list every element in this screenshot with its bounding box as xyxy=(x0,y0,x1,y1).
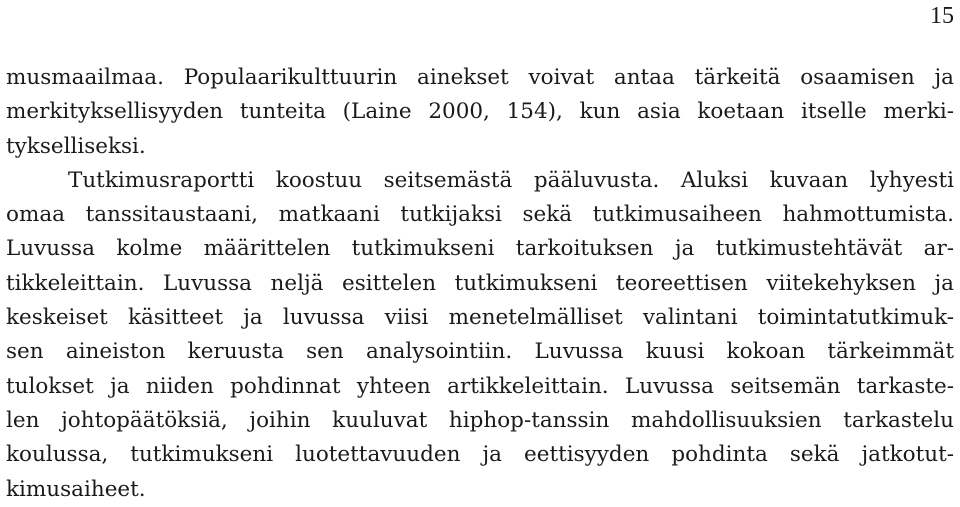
text-line: Luvussa kolme määrittelen tutkimukseni tarkoituksen ja tutkimustehtävät ar- xyxy=(6,236,954,262)
text-line: keskeiset käsitteet ja luvussa viisi menetelmälliset valintani toimintatutkimuk- xyxy=(6,305,954,331)
text-line: musmaailmaa. Populaarikulttuurin ainekset voivat antaa tärkeitä osaamisen ja xyxy=(6,65,954,90)
text-line: tulokset ja niiden pohdinnat yhteen artikkeleittain. Luvussa seitsemän tarkaste- xyxy=(6,373,954,399)
text-line: sen aineiston keruusta sen analysointiin. Luvussa kuusi kokoan tärkeimmät xyxy=(6,339,954,365)
body-text xyxy=(6,61,954,507)
page-number: 15 xyxy=(930,3,954,29)
text-line: len johtopäätöksiä, joihin kuuluvat hiphop-tanssin mahdollisuuksien tarkastelu xyxy=(6,407,954,433)
text-line: omaa tanssitaustaani, matkaani tutkijaksi sekä tutkimusaiheen hahmottumista. xyxy=(6,202,954,228)
text-line: Tutkimusraportti koostuu seitsemästä pääluvusta. Aluksi kuvaan lyhyesti xyxy=(68,167,954,193)
text-line: kimusaiheet. xyxy=(6,476,146,502)
text-line: tykselliseksi. xyxy=(6,133,146,159)
text-line: tikkeleittain. Luvussa neljä esittelen tutkimukseni teoreettisen viitekehyksen ja xyxy=(6,270,954,296)
text-line: koulussa, tutkimukseni luotettavuuden ja eettisyyden pohdinta sekä jatkotut- xyxy=(6,442,954,468)
text-line: merkityksellisyyden tunteita (Laine 2000, 154), kun asia koetaan itselle merki- xyxy=(6,99,954,125)
